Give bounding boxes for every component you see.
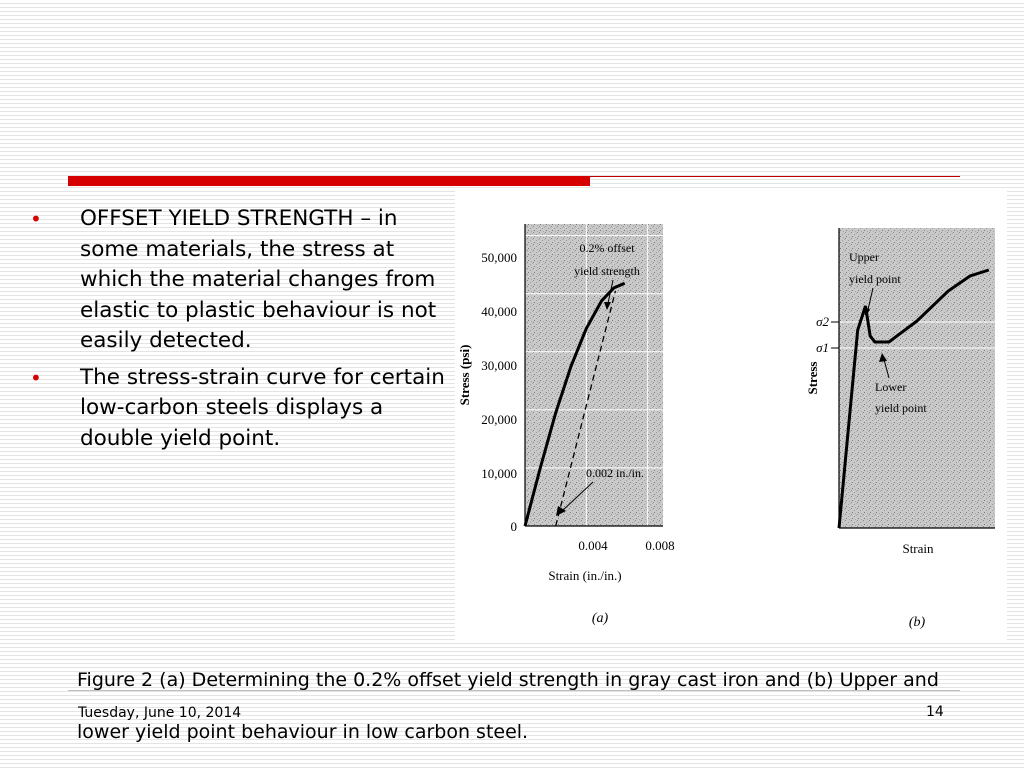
y-axis-label-b: Stress (805, 361, 820, 395)
annotation-offset-yield: yield strength (574, 264, 640, 278)
panel-label-a: (a) (591, 611, 609, 626)
x-tick-label: 0.004 (578, 538, 608, 553)
figure-svg (455, 190, 1007, 640)
bullet-text: The stress-strain curve for certain low-carbon steels displays a double yield point. (80, 364, 445, 451)
annotation-upper-yield: yield point (849, 272, 901, 286)
y-tick-label: 30,000 (481, 358, 517, 373)
sigma2-label: σ2 (816, 314, 829, 329)
bullet-marker: • (30, 365, 42, 390)
bullet-text: OFFSET YIELD STRENGTH – in some materials, the stress at which the material changes from elastic to plastic behaviour is not easily detected. (80, 206, 437, 353)
sigma1-label: σ1 (816, 340, 829, 355)
y-axis-label: Stress (psi) (457, 344, 472, 406)
figure-caption: Figure 2 (a) Determining the 0.2% offset yield strength in gray cast iron and (b) Upper and lower yield point behaviour in low carbon steel. (77, 669, 939, 743)
bullet-marker: • (30, 207, 42, 231)
panel-label-b: (b) (908, 615, 926, 630)
annotation-offset-yield: 0.2% offset (579, 241, 635, 255)
footer-date: Tuesday, June 10, 2014 (78, 705, 242, 721)
y-tick-label: 40,000 (481, 304, 517, 319)
chart-panel-b (805, 228, 1007, 630)
title-accent-bar (68, 176, 590, 186)
slide-number: 14 (926, 704, 944, 720)
bullet-list (30, 204, 450, 460)
y-tick-label: 10,000 (481, 466, 517, 481)
bullet-item (30, 204, 450, 357)
x-axis-label-b: Strain (902, 541, 934, 556)
figure (455, 190, 1007, 640)
annotation-lower-yield: yield point (875, 401, 927, 415)
annotation-lower-yield: Lower (875, 380, 907, 394)
title-accent-line (590, 176, 960, 177)
x-axis-label: Strain (in./in.) (548, 568, 622, 583)
y-tick-label: 50,000 (481, 250, 517, 265)
y-tick-label: 20,000 (481, 412, 517, 427)
x-tick-label: 0.008 (645, 538, 675, 553)
bullet-item (30, 363, 450, 455)
annotation-upper-yield: Upper (849, 250, 879, 264)
annotation-offset-strain: 0.002 in./in. (585, 466, 645, 480)
y-tick-label: 0 (510, 519, 517, 534)
chart-panel-a (457, 224, 675, 626)
